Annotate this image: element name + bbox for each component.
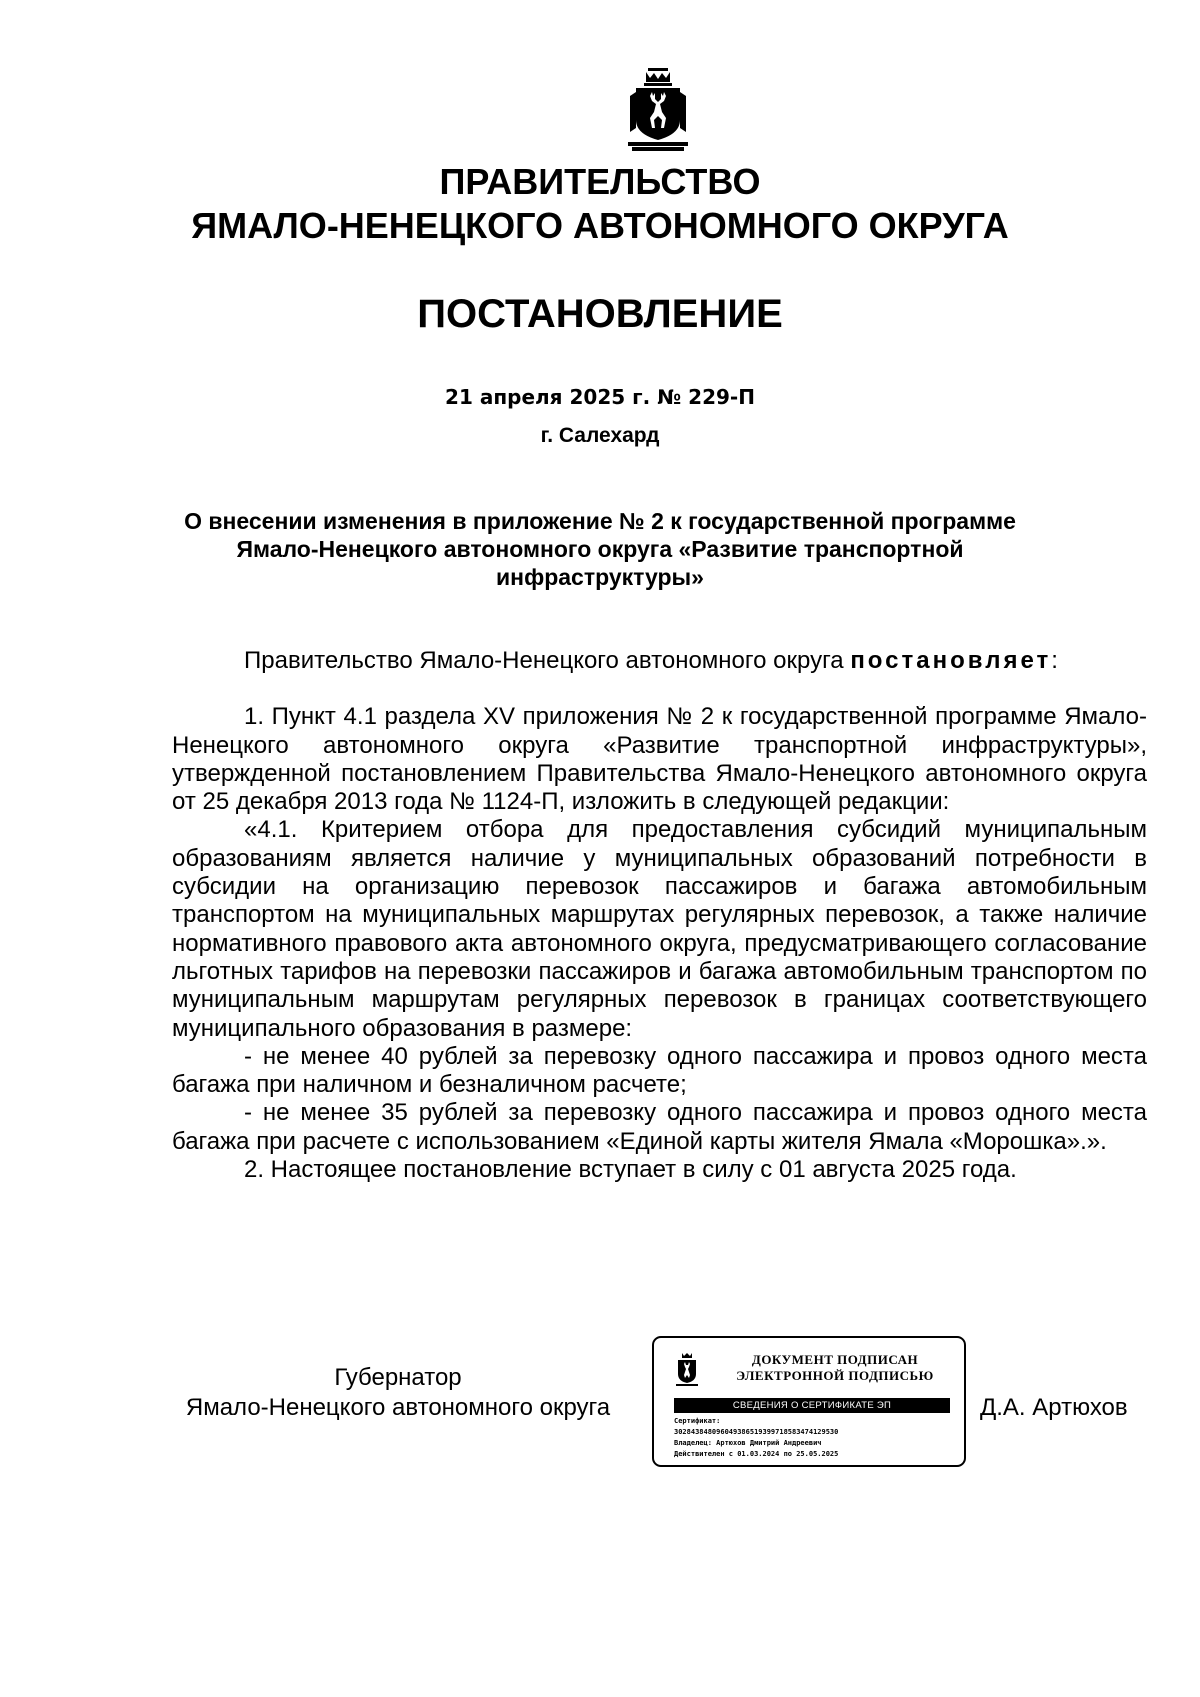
stamp-heading-line1: ДОКУМЕНТ ПОДПИСАН bbox=[751, 1352, 919, 1367]
government-name-line1: ПРАВИТЕЛЬСТВО bbox=[439, 161, 761, 202]
document-subject bbox=[170, 507, 1030, 591]
paragraph-2: 2. Настоящее постановление вступает в силу с 01 августа 2025 года. bbox=[244, 1156, 1017, 1184]
document-body bbox=[172, 647, 1147, 1184]
date-and-number: 21 апреля 2025 г. № 229-П bbox=[445, 385, 755, 409]
tariff-item-40: - не менее 40 рублей за перевозку одного пассажира и провоз одного места багажа при наличном и безналичном расчете; bbox=[172, 1042, 1147, 1099]
preamble bbox=[172, 647, 1147, 675]
paragraph-1: 1. Пункт 4.1 раздела XV приложения № 2 к государственной программе Ямало-Ненецкого автономного округа «Развитие транспортной инфраструктуры», утвержденной постановлением Правительства Ямало-Ненецкого автономного округа от 25 декабря 2013 года № 1124-П, изложить в следующей редакции: bbox=[172, 703, 1147, 816]
stamp-heading-line2: ЭЛЕКТРОННОЙ ПОДПИСЬЮ bbox=[736, 1368, 934, 1383]
signatory-position: Губернатор bbox=[334, 1364, 462, 1391]
signatory-region: Ямало-Ненецкого автономного округа bbox=[185, 1394, 611, 1421]
stamp-coat-of-arms-icon bbox=[674, 1351, 700, 1387]
certificate-label: Сертификат: bbox=[674, 1417, 721, 1425]
coat-of-arms-icon bbox=[624, 68, 692, 152]
subject-line: Ямало-Ненецкого автономного округа «Развитие транспортной bbox=[236, 536, 964, 562]
document-type: ПОСТАНОВЛЕНИЕ bbox=[417, 292, 783, 336]
signatory-title bbox=[158, 1363, 638, 1423]
signatory-name: Д.А. Артюхов bbox=[980, 1394, 1128, 1421]
electronic-signature-stamp bbox=[652, 1336, 966, 1467]
tariff-item-35: - не менее 35 рублей за перевозку одного пассажира и провоз одного места багажа при расчете с использованием «Единой карты жителя Ямала «Морошка».». bbox=[172, 1099, 1147, 1155]
government-title bbox=[0, 160, 1200, 248]
subject-line: О внесении изменения в приложение № 2 к государственной программе bbox=[184, 508, 1016, 534]
government-name-line2: ЯМАЛО-НЕНЕЦКОГО АВТОНОМНОГО ОКРУГА bbox=[191, 205, 1009, 246]
paragraph-4-1: «4.1. Критерием отбора для предоставления субсидий муниципальным образованиям является наличие у муниципальных образований потребности в субсидии на организацию перевозок пассажиров и багажа автомобильным транспортом на муниципальных маршрутах регулярных перевозок, а также наличие нормативного правового акта автономного округа, предусматривающего согласование льготных тарифов на перевозки пассажиров и багажа автомобильным транспортом по муниципальным маршрутам регулярных перевозок в границах соответствующего муниципального образования в размере: bbox=[172, 816, 1147, 1042]
certificate-validity: Действителен с 01.03.2024 по 25.05.2025 bbox=[674, 1450, 839, 1458]
subject-line: инфраструктуры» bbox=[496, 564, 704, 590]
stamp-heading bbox=[710, 1352, 960, 1384]
certificate-number: 302843848096049386519399718583474129530 bbox=[674, 1428, 839, 1436]
city: г. Салехард bbox=[540, 424, 660, 447]
preamble-text: Правительство Ямало-Ненецкого автономного округа bbox=[244, 647, 851, 674]
preamble-verb: постановляет bbox=[850, 647, 1052, 674]
certificate-owner: Владелец: Артюхов Дмитрий Андреевич bbox=[674, 1439, 822, 1447]
certificate-info-bar: СВЕДЕНИЯ О СЕРТИФИКАТЕ ЭП bbox=[674, 1398, 950, 1413]
certificate-details bbox=[674, 1416, 954, 1460]
preamble-colon: : bbox=[1051, 647, 1058, 674]
